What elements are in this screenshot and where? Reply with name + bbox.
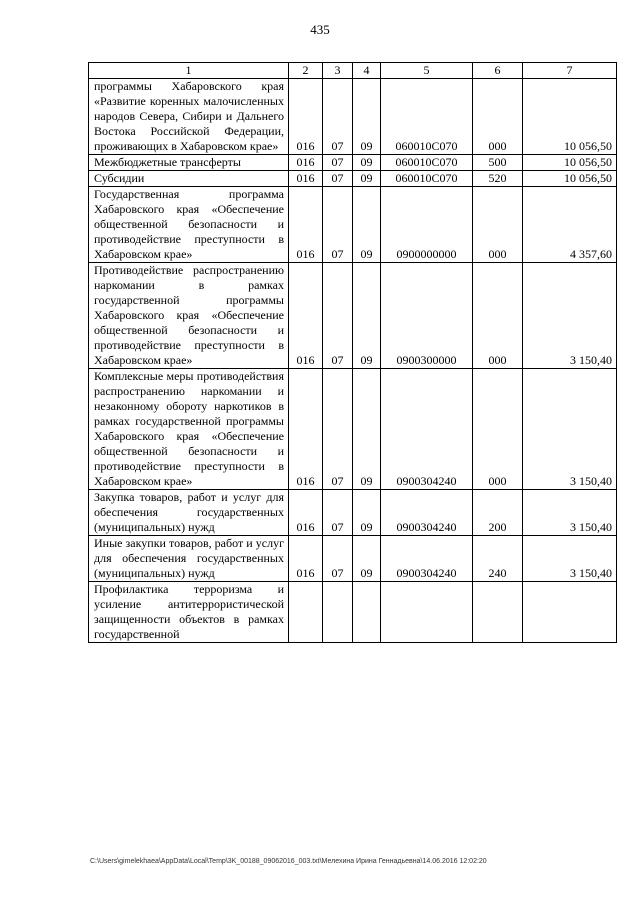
- row-name: программы Хабаровского края «Развитие коренных малочисленных народов Севера, Сибири и Дальнего Востока Российской Федерации, проживающих в Хабаровском крае»: [89, 79, 289, 155]
- code-section: 07: [323, 369, 353, 490]
- code-section: 07: [323, 536, 353, 582]
- code-subsection: 09: [353, 490, 381, 536]
- code-ministry: 016: [289, 536, 323, 582]
- code-subsection: 09: [353, 263, 381, 369]
- code-target: [381, 582, 473, 643]
- table-row: [89, 79, 617, 155]
- amount: 10 056,50: [523, 171, 617, 187]
- code-expense-type: [473, 582, 523, 643]
- code-subsection: [353, 582, 381, 643]
- code-target: 060010С070: [381, 171, 473, 187]
- amount: 3 150,40: [523, 536, 617, 582]
- code-ministry: 016: [289, 171, 323, 187]
- header-cell: 6: [473, 63, 523, 79]
- amount: 4 357,60: [523, 187, 617, 263]
- code-ministry: [289, 582, 323, 643]
- budget-table: [88, 62, 617, 643]
- table-row: [89, 263, 617, 369]
- code-ministry: 016: [289, 187, 323, 263]
- amount: 3 150,40: [523, 490, 617, 536]
- row-name: Субсидии: [89, 171, 289, 187]
- table-row: [89, 171, 617, 187]
- header-cell: 3: [323, 63, 353, 79]
- code-expense-type: 000: [473, 187, 523, 263]
- header-cell: 5: [381, 63, 473, 79]
- amount: 10 056,50: [523, 155, 617, 171]
- code-ministry: 016: [289, 490, 323, 536]
- code-ministry: 016: [289, 369, 323, 490]
- header-cell: 4: [353, 63, 381, 79]
- code-subsection: 09: [353, 79, 381, 155]
- row-name: Иные закупки товаров, работ и услуг для обеспечения государственных (муниципальных) нужд: [89, 536, 289, 582]
- code-subsection: 09: [353, 171, 381, 187]
- footer-file-path: C:\Users\gimelekhaea\AppData\Local\Temp\3K_00188_09062016_003.txt\Мелехина Ирина Геннадьевна\14.06.2016 12:02:20: [90, 858, 487, 865]
- code-section: 07: [323, 490, 353, 536]
- code-section: [323, 582, 353, 643]
- code-target: 060010С070: [381, 79, 473, 155]
- code-subsection: 09: [353, 155, 381, 171]
- code-target: 0900304240: [381, 490, 473, 536]
- amount: 3 150,40: [523, 369, 617, 490]
- code-subsection: 09: [353, 187, 381, 263]
- code-expense-type: 000: [473, 79, 523, 155]
- row-name: Закупка товаров, работ и услуг для обеспечения государственных (муниципальных) нужд: [89, 490, 289, 536]
- code-expense-type: 520: [473, 171, 523, 187]
- code-expense-type: 500: [473, 155, 523, 171]
- code-ministry: 016: [289, 263, 323, 369]
- table-header-row: [89, 63, 617, 79]
- code-expense-type: 240: [473, 536, 523, 582]
- amount: 10 056,50: [523, 79, 617, 155]
- row-name: Комплексные меры противодействия распространению наркомании и незаконному обороту наркотиков в рамках государственной программы Хабаровского края «Обеспечение общественной безопасности и противодействие преступности в Хабаровском крае»: [89, 369, 289, 490]
- row-name: Противодействие распространению наркомании в рамках государственной программы Хабаровского края «Обеспечение общественной безопасности и противодействие преступности в Хабаровском крае»: [89, 263, 289, 369]
- code-expense-type: 000: [473, 369, 523, 490]
- row-name: Межбюджетные трансферты: [89, 155, 289, 171]
- code-section: 07: [323, 263, 353, 369]
- table-row: [89, 582, 617, 643]
- code-target: 0900304240: [381, 369, 473, 490]
- amount: [523, 582, 617, 643]
- table-row: [89, 155, 617, 171]
- amount: 3 150,40: [523, 263, 617, 369]
- code-ministry: 016: [289, 155, 323, 171]
- code-subsection: 09: [353, 536, 381, 582]
- code-section: 07: [323, 79, 353, 155]
- code-section: 07: [323, 171, 353, 187]
- code-target: 0900000000: [381, 187, 473, 263]
- code-expense-type: 000: [473, 263, 523, 369]
- code-target: 060010С070: [381, 155, 473, 171]
- code-expense-type: 200: [473, 490, 523, 536]
- code-section: 07: [323, 187, 353, 263]
- table-row: [89, 490, 617, 536]
- table-row: [89, 369, 617, 490]
- page-number: 435: [310, 22, 330, 37]
- table-row: [89, 187, 617, 263]
- header-cell: 1: [89, 63, 289, 79]
- code-section: 07: [323, 155, 353, 171]
- code-subsection: 09: [353, 369, 381, 490]
- row-name: Государственная программа Хабаровского края «Обеспечение общественной безопасности и противодействие преступности в Хабаровском крае»: [89, 187, 289, 263]
- code-ministry: 016: [289, 79, 323, 155]
- header-cell: 2: [289, 63, 323, 79]
- row-name: Профилактика терроризма и усиление антитеррористической защищенности объектов в рамках государственной: [89, 582, 289, 643]
- table-row: [89, 536, 617, 582]
- code-target: 0900304240: [381, 536, 473, 582]
- header-cell: 7: [523, 63, 617, 79]
- code-target: 0900300000: [381, 263, 473, 369]
